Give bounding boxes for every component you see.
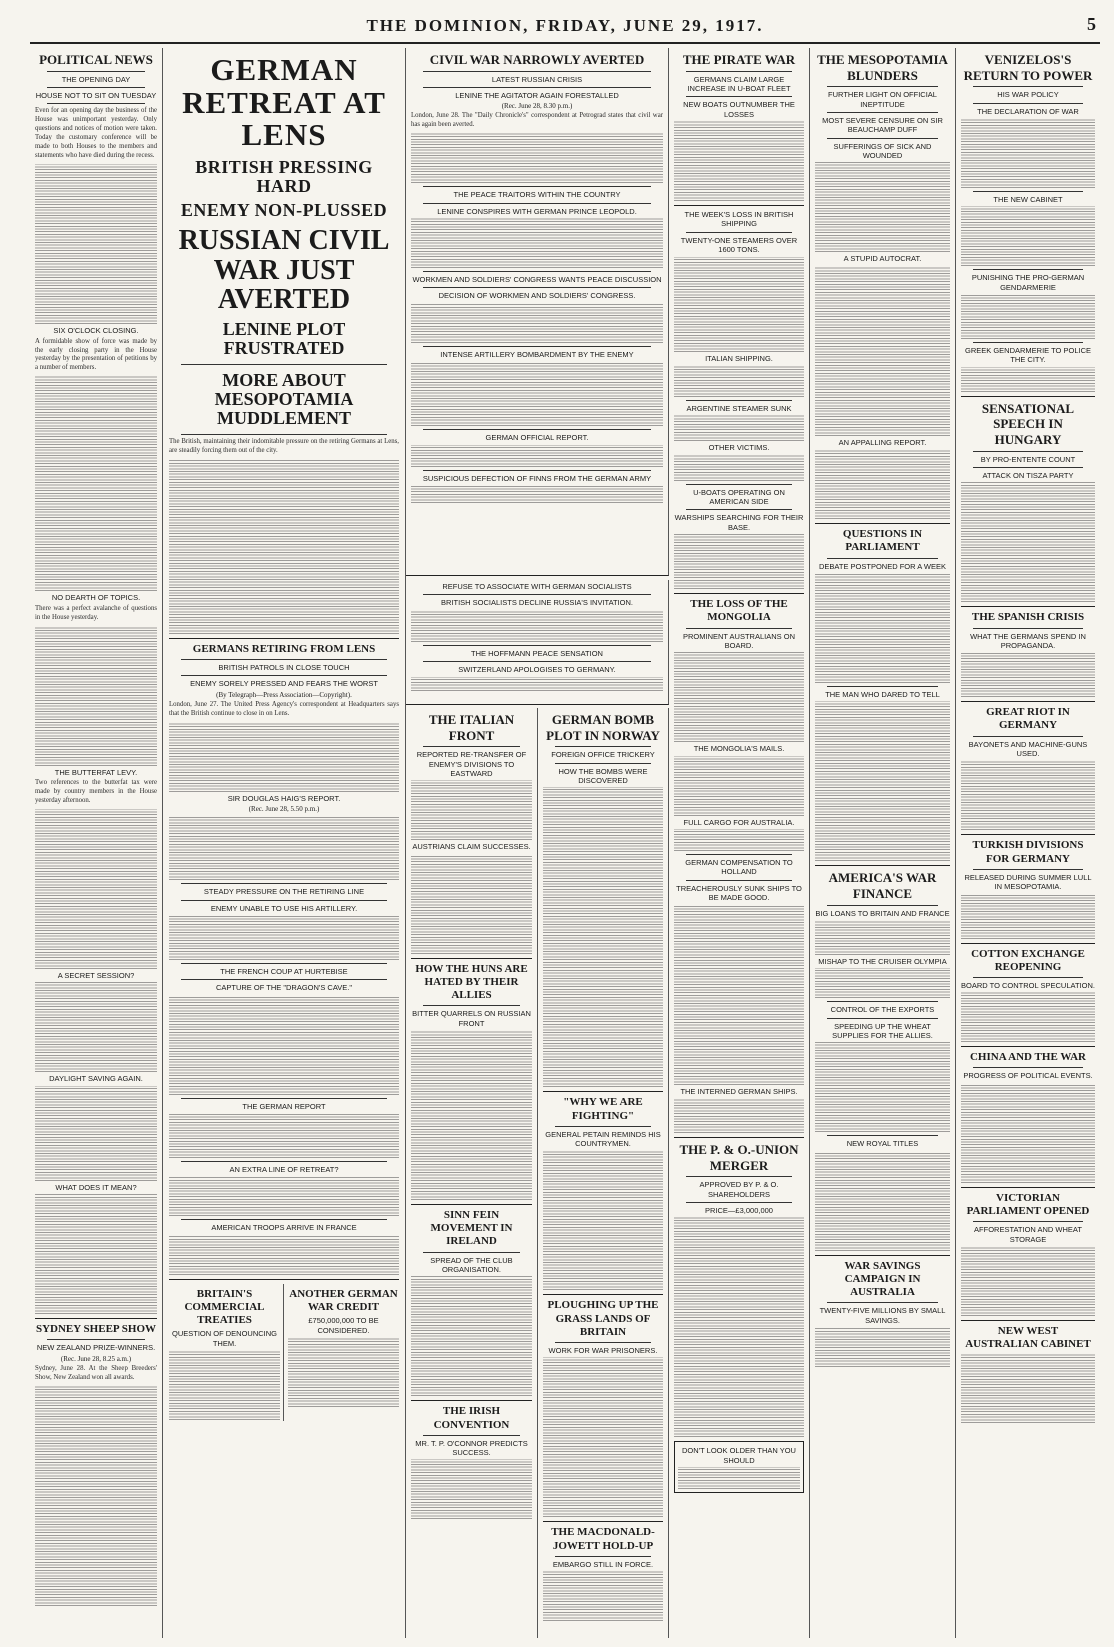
subhead: THE MONGOLIA'S MAILS. (693, 744, 785, 754)
article-text: Two references to the butterfat tax were made by country members in the House yesterday afternoon. (35, 779, 157, 805)
page-number: 5 (1087, 14, 1096, 34)
banner-headline: GERMAN RETREAT AT LENS (182, 52, 386, 153)
subhead: PROMINENT AUSTRALIANS ON BOARD. (683, 631, 795, 650)
subhead: £750,000,000 TO BE CONSIDERED. (308, 1316, 379, 1335)
subhead: SIX O'CLOCK CLOSING. (53, 326, 139, 336)
subhead: PUNISHING THE PRO-GERMAN GENDARMERIE (971, 273, 1085, 292)
subhead: A SECRET SESSION? (57, 971, 135, 980)
subhead: SUFFERINGS OF SICK AND WOUNDED (833, 141, 932, 161)
headline: PLOUGHING UP THE GRASS LANDS OF BRITAIN (547, 1299, 659, 1338)
subhead: AMERICAN TROOPS ARRIVE IN FRANCE (211, 1223, 357, 1233)
subhead: WHAT DOES IT MEAN? (55, 1182, 137, 1192)
dateline: (Rec. June 28, 5.50 p.m.) (248, 805, 320, 814)
subhead: WHAT THE GERMANS SPEND IN PROPAGANDA. (970, 631, 1086, 650)
subhead: THE DECLARATION OF WAR (977, 106, 1079, 116)
headline: SENSATIONAL SPEECH IN HUNGARY (981, 400, 1075, 447)
subhead: HOUSE NOT TO SIT ON TUESDAY (35, 90, 157, 100)
subhead: THE PEACE TRAITORS WITHIN THE COUNTRY (453, 190, 621, 200)
subhead: SPREAD OF THE CLUB ORGANISATION. (430, 1255, 513, 1274)
subhead: GERMANS CLAIM LARGE INCREASE IN U-BOAT FLEET (687, 74, 791, 93)
subhead: MOST SEVERE CENSURE ON SIR BEAUCHAMP DUFF (822, 115, 943, 135)
subhead: PRICE—£3,000,000 (705, 1205, 773, 1215)
subhead: REPORTED RE-TRANSFER OF ENEMY'S DIVISIONS TO EASTWARD (416, 750, 527, 778)
subhead: THE FRENCH COUP AT HURTEBISE (220, 966, 348, 976)
banner-subhead: LENINE PLOT FRUSTRATED (222, 319, 346, 359)
article-text: Sydney, June 28. At the Sheep Breeders' Show, New Zealand won all awards. (35, 1364, 157, 1381)
subhead: LATEST RUSSIAN CRISIS (491, 74, 583, 84)
subhead: ARGENTINE STEAMER SUNK (686, 403, 792, 413)
headline: CIVIL WAR NARROWLY AVERTED (429, 52, 645, 67)
headline: POLITICAL NEWS (39, 52, 153, 67)
headline: WAR SAVINGS CAMPAIGN IN AUSTRALIA (844, 1259, 921, 1299)
subhead: HOW THE BOMBS WERE DISCOVERED (558, 766, 648, 785)
subhead: AFFORESTATION AND WHEAT STORAGE (974, 1225, 1082, 1244)
headline: BRITAIN'S COMMERCIAL TREATIES (184, 1287, 265, 1327)
subhead: AN APPALLING REPORT. (838, 437, 927, 447)
subhead: LENINE THE AGITATOR AGAIN FORESTALLED (455, 90, 619, 100)
headline: AMERICA'S WAR FINANCE (828, 870, 937, 901)
headline: THE MACDONALD-JOWETT HOLD-UP (551, 1526, 655, 1552)
column-mesopotamia (810, 48, 956, 1638)
subhead: FURTHER LIGHT ON OFFICIAL INEPTITUDE (828, 90, 937, 109)
dateline: (Rec. June 28, 8.30 p.m.) (501, 102, 573, 111)
banner-subhead: ENEMY NON-PLUSSED (180, 200, 388, 221)
subhead: DEBATE POSTPONED FOR A WEEK (819, 561, 946, 571)
subhead: WORK FOR WAR PRISONERS. (548, 1346, 658, 1355)
column-lead (163, 48, 406, 1638)
column-pirate-war (669, 48, 810, 1638)
subhead: BITTER QUARRELS ON RUSSIAN FRONT (412, 1009, 531, 1028)
subhead: BOARD TO CONTROL SPECULATION. (961, 980, 1095, 990)
subhead: THE GERMAN REPORT (242, 1101, 326, 1111)
subhead: ITALIAN SHIPPING. (705, 353, 773, 363)
subhead: FULL CARGO FOR AUSTRALIA. (683, 817, 795, 827)
column-socialists (406, 580, 669, 705)
headline: SYDNEY SHEEP SHOW (35, 1323, 156, 1336)
subhead: TWENTY-ONE STEAMERS OVER 1600 TONS. (680, 235, 798, 255)
subhead: EMBARGO STILL IN FORCE. (552, 1559, 654, 1569)
subhead: GENERAL PETAIN REMINDS HIS COUNTRYMEN. (545, 1129, 661, 1149)
headline: THE LOSS OF THE MONGOLIA (690, 598, 788, 624)
subhead: RELEASED DURING SUMMER LULL IN MESOPOTAMIA. (964, 872, 1092, 892)
subhead: SUSPICIOUS DEFECTION OF FINNS FROM THE GERMAN ARMY (422, 473, 652, 483)
subhead: SPEEDING UP THE WHEAT SUPPLIES FOR THE ALLIES. (832, 1021, 933, 1040)
subhead: THE INTERNED GERMAN SHIPS. (680, 1086, 798, 1096)
article-text: Even for an opening day the business of the House was unimportant yesterday. Only questions and notices of motion were taken. Today the customary conference will be made to both Houses to the members and statements who have died during the recess. (35, 107, 157, 160)
subhead: CONTROL OF THE EXPORTS (830, 1005, 935, 1015)
subhead: GREEK GENDARMERIE TO POLICE THE CITY. (964, 346, 1091, 365)
column-russia (406, 48, 669, 576)
subhead: A STUPID AUTOCRAT. (843, 254, 922, 264)
masthead (30, 12, 1100, 44)
subhead: FOREIGN OFFICE TRICKERY (551, 750, 655, 760)
article-text: London, June 28. The "Daily Chronicle's" correspondent at Petrograd states that civil war has again been averted. (411, 112, 663, 129)
subhead: QUESTION OF DENOUNCING THEM. (171, 1329, 277, 1348)
article-text: London, June 27. The United Press Agency's correspondent at Headquarters says that the British continue to close in on Lens. (169, 700, 399, 717)
subhead: DECISION OF WORKMEN AND SOLDIERS' CONGRESS. (438, 291, 636, 301)
subhead: NEW BOATS OUTNUMBER THE LOSSES (683, 100, 795, 119)
subhead: BAYONETS AND MACHINE-GUNS USED. (968, 739, 1088, 759)
headline: GERMAN BOMB PLOT IN NORWAY (546, 712, 660, 743)
subhead: DAYLIGHT SAVING AGAIN. (49, 1074, 143, 1084)
subhead: THE NEW CABINET (993, 194, 1063, 204)
subhead: MISHAP TO THE CRUISER OLYMPIA (818, 956, 947, 966)
subhead: OTHER VICTIMS. (708, 443, 770, 453)
subhead: TWENTY-FIVE MILLIONS BY SMALL SAVINGS. (819, 1306, 946, 1325)
subhead: AUSTRIANS CLAIM SUCCESSES. (412, 842, 531, 852)
headline: QUESTIONS IN PARLIAMENT (842, 528, 923, 554)
headline: COTTON EXCHANGE REOPENING (971, 947, 1085, 973)
subhead: THE WEEK'S LOSS IN BRITISH SHIPPING (684, 210, 794, 229)
subhead: CAPTURE OF THE "DRAGON'S CAVE." (215, 983, 353, 993)
headline: THE MESOPOTAMIA BLUNDERS (817, 52, 948, 83)
headline: SINN FEIN MOVEMENT IN IRELAND (430, 1209, 513, 1248)
headline: HOW THE HUNS ARE HATED BY THEIR ALLIES (415, 962, 528, 1002)
subhead: SWITZERLAND APOLOGISES TO GERMANY. (458, 665, 616, 675)
dateline: (Rec. June 28, 8.25 a.m.) (60, 1354, 132, 1363)
subhead: ENEMY SORELY PRESSED AND FEARS THE WORST (190, 679, 378, 689)
subhead: HIS WAR POLICY (997, 90, 1059, 100)
subhead: BRITISH SOCIALISTS DECLINE RUSSIA'S INVITATION. (440, 598, 634, 608)
dateline: (By Telegraph—Press Association—Copyright). (216, 690, 352, 699)
headline: "WHY WE ARE FIGHTING" (563, 1096, 643, 1122)
subhead: NEW ROYAL TITLES (846, 1139, 919, 1149)
headline: THE P. & O.-UNION MERGER (679, 1141, 799, 1173)
subhead: LENINE CONSPIRES WITH GERMAN PRINCE LEOPOLD. (437, 206, 637, 216)
article-text: The British, maintaining their indomitable pressure on the retiring Germans at Lens, are steadily forcing them out of the city. (169, 437, 399, 454)
subhead: BY PRO-ENTENTE COUNT (980, 454, 1076, 464)
banner-headline: RUSSIAN CIVIL WAR JUST AVERTED (178, 225, 390, 316)
subhead: NEW ZEALAND PRIZE-WINNERS. (36, 1343, 156, 1353)
headline: NEW WEST AUSTRALIAN CABINET (965, 1324, 1091, 1351)
headline: THE SPANISH CRISIS (971, 611, 1085, 624)
subhead: TREACHEROUSLY SUNK SHIPS TO BE MADE GOOD. (676, 883, 802, 903)
headline: TURKISH DIVISIONS FOR GERMANY (972, 839, 1084, 865)
masthead-title: THE DOMINION, FRIDAY, JUNE 29, 1917. (366, 16, 764, 35)
headline: GERMANS RETIRING FROM LENS (192, 642, 376, 655)
subhead: MR. T. P. O'CONNOR PREDICTS SUCCESS. (415, 1438, 528, 1458)
subhead: GERMAN OFFICIAL REPORT. (485, 433, 589, 443)
headline: CHINA AND THE WAR (969, 1051, 1087, 1064)
subhead: STEADY PRESSURE ON THE RETIRING LINE (203, 887, 365, 897)
article-text: A formidable show of force was made by the early closing party in the House yesterday by the presentation of petitions by a number of members. (35, 337, 157, 372)
subhead: THE HOFFMANN PEACE SENSATION (471, 648, 603, 658)
column-venizelos (956, 48, 1100, 1638)
subhead: THE BUTTERFAT LEVY. (54, 767, 138, 777)
article-text: There was a perfect avalanche of questions in the House yesterday. (35, 604, 157, 621)
banner-subhead: MORE ABOUT MESOPOTAMIA MUDDLEMENT (214, 370, 354, 429)
headline: GREAT RIOT IN GERMANY (986, 706, 1070, 732)
headline: VENIZELOS'S RETURN TO POWER (963, 52, 1093, 83)
subhead: WORKMEN AND SOLDIERS' CONGRESS WANTS PEACE DISCUSSION (412, 275, 662, 285)
headline: VICTORIAN PARLIAMENT OPENED (966, 1191, 1090, 1218)
subhead: GERMAN COMPENSATION TO HOLLAND (685, 858, 793, 877)
subhead: NO DEARTH OF TOPICS. (51, 593, 141, 603)
advert-heading: DON'T LOOK OLDER THAN YOU SHOULD (682, 1446, 796, 1465)
column-bomb-plot (538, 708, 669, 1638)
subhead: ATTACK ON TISZA PARTY (982, 470, 1074, 480)
subhead: PROGRESS OF POLITICAL EVENTS. (963, 1071, 1093, 1081)
banner-subhead: BRITISH PRESSING HARD (195, 156, 373, 196)
column-political-news (30, 48, 163, 1638)
column-italian-front (406, 708, 538, 1638)
subhead: BIG LOANS TO BRITAIN AND FRANCE (815, 908, 950, 918)
subhead: INTENSE ARTILLERY BOMBARDMENT BY THE ENEMY (440, 349, 634, 359)
subhead: ENEMY UNABLE TO USE HIS ARTILLERY. (210, 903, 358, 913)
subhead: AN EXTRA LINE OF RETREAT? (229, 1165, 339, 1174)
subhead: BRITISH PATROLS IN CLOSE TOUCH (218, 663, 350, 673)
headline: THE ITALIAN FRONT (428, 712, 515, 743)
subhead: THE MAN WHO DARED TO TELL (825, 689, 940, 699)
headline: THE PIRATE WAR (682, 52, 796, 67)
headline: ANOTHER GERMAN WAR CREDIT (289, 1287, 398, 1313)
subhead: SIR DOUGLAS HAIG'S REPORT. (227, 793, 341, 803)
subhead: WARSHIPS SEARCHING FOR THEIR BASE. (674, 513, 804, 532)
subhead: U-BOATS OPERATING ON AMERICAN SIDE (693, 487, 785, 507)
headline: THE IRISH CONVENTION (433, 1405, 510, 1431)
subhead: APPROVED BY P. & O. SHAREHOLDERS (699, 1180, 779, 1199)
subhead: THE OPENING DAY (61, 74, 131, 84)
subhead: REFUSE TO ASSOCIATE WITH GERMAN SOCIALISTS (442, 582, 632, 591)
